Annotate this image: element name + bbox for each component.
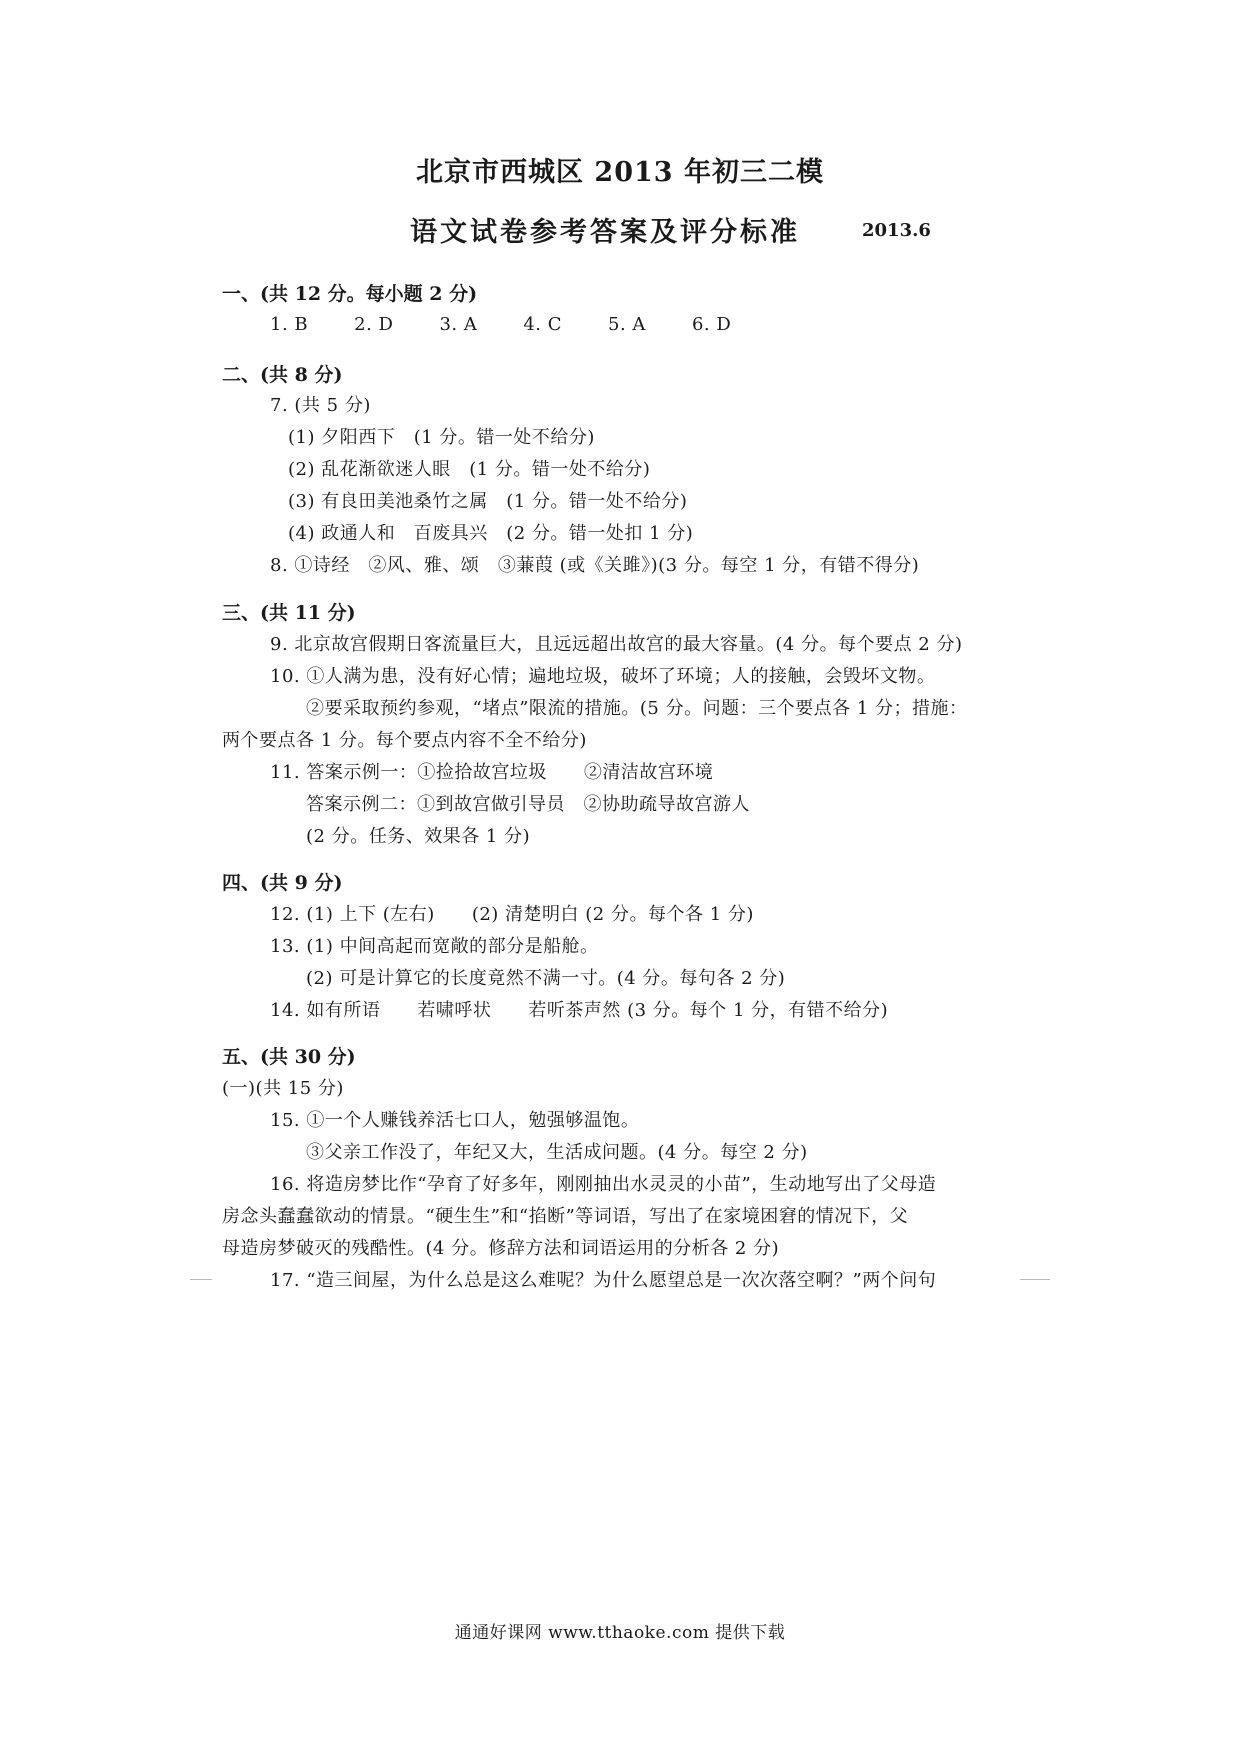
document-subtitle: 语文试卷参考答案及评分标准: [410, 217, 800, 248]
q11-line-1: 11. 答案示例一：①捡拾故宫垃圾 ②清洁故宫环境: [270, 762, 714, 783]
q7-heading: 7. (共 5 分): [270, 395, 371, 416]
answer-5: 5. A: [608, 314, 646, 335]
page-edge-mark-left: [190, 1279, 212, 1280]
section-3-heading: 三、(共 11 分): [222, 602, 356, 624]
q15-line-1: 15. ①一个人赚钱养活七口人，勉强够温饱。: [270, 1110, 640, 1131]
answer-2: 2. D: [354, 314, 394, 335]
q10-line-2: ②要采取预约参观，“堵点”限流的措施。(5 分。问题：三个要点各 1 分；措施：: [306, 698, 968, 719]
q16-line-1: 16. 将造房梦比作“孕育了好多年，刚刚抽出水灵灵的小苗”，生动地写出了父母造: [270, 1174, 937, 1195]
q11-line-3: (2 分。任务、效果各 1 分): [306, 826, 531, 847]
answer-3: 3. A: [439, 314, 478, 335]
q10-line-1: 10. ①人满为患，没有好心情；遍地垃圾，破坏了环境；人的接触，会毁坏文物。: [270, 666, 936, 687]
q7-item-1: (1) 夕阳西下 (1 分。错一处不给分): [288, 427, 595, 448]
page-edge-mark-right: [1020, 1279, 1050, 1280]
q10-line-3: 两个要点各 1 分。每个要点内容不全不给分): [222, 730, 587, 751]
q16-line-2: 房念头蠢蠢欲动的情景。“硬生生”和“掐断”等词语，写出了在家境困窘的情况下，父: [222, 1206, 909, 1227]
q15-line-2: ③父亲工作没了，年纪又大，生活成问题。(4 分。每空 2 分): [306, 1142, 808, 1163]
q7-item-4: (4) 政通人和 百废具兴 (2 分。错一处扣 1 分): [288, 523, 694, 544]
answer-6: 6. D: [691, 314, 732, 335]
q13-line-2: (2) 可是计算它的长度竟然不满一寸。(4 分。每句各 2 分): [306, 968, 786, 989]
q12-answer: 12. (1) 上下 (左右) (2) 清楚明白 (2 分。每个各 1 分): [270, 904, 754, 925]
q11-line-2: 答案示例二：①到故宫做引导员 ②协助疏导故宫游人: [306, 794, 750, 815]
document-date: 2013.6: [862, 220, 931, 241]
q16-line-3: 母造房梦破灭的残酷性。(4 分。修辞方法和词语运用的分析各 2 分): [222, 1238, 780, 1259]
q13-line-1: 13. (1) 中间高起而宽敞的部分是船舱。: [270, 936, 599, 957]
q17-line-1: 17. “造三间屋，为什么总是这么难呢？为什么愿望总是一次次落空啊？”两个问句: [270, 1270, 937, 1291]
section-2-heading: 二、(共 8 分): [222, 364, 343, 386]
q7-item-2: (2) 乱花渐欲迷人眼 (1 分。错一处不给分): [288, 459, 651, 480]
section-1-heading: 一、(共 12 分。每小题 2 分): [222, 283, 478, 305]
q7-item-3: (3) 有良田美池桑竹之属 (1 分。错一处不给分): [288, 491, 688, 512]
answer-1: 1. B: [270, 314, 309, 335]
section-5-sub-1: (一)(共 15 分): [222, 1078, 344, 1099]
q9-answer: 9. 北京故宫假期日客流量巨大，且远远超出故宫的最大容量。(4 分。每个要点 2 分): [270, 634, 963, 655]
footer-source: 通通好课网 www.tthaoke.com 提供下载: [454, 1623, 786, 1643]
section-5-heading: 五、(共 30 分): [222, 1046, 356, 1068]
section-4-heading: 四、(共 9 分): [222, 872, 343, 894]
q14-answer: 14. 如有所语 若啸呼状 若听茶声然 (3 分。每个 1 分，有错不给分): [270, 1000, 889, 1021]
answer-4: 4. C: [523, 314, 563, 335]
document-title: 北京市西城区 2013 年初三二模: [416, 157, 824, 188]
q8-answer: 8. ①诗经 ②风、雅、颂 ③蒹葭 (或《关雎》)(3 分。每空 1 分，有错不得分): [270, 555, 920, 576]
section-1-answers: [270, 314, 777, 335]
